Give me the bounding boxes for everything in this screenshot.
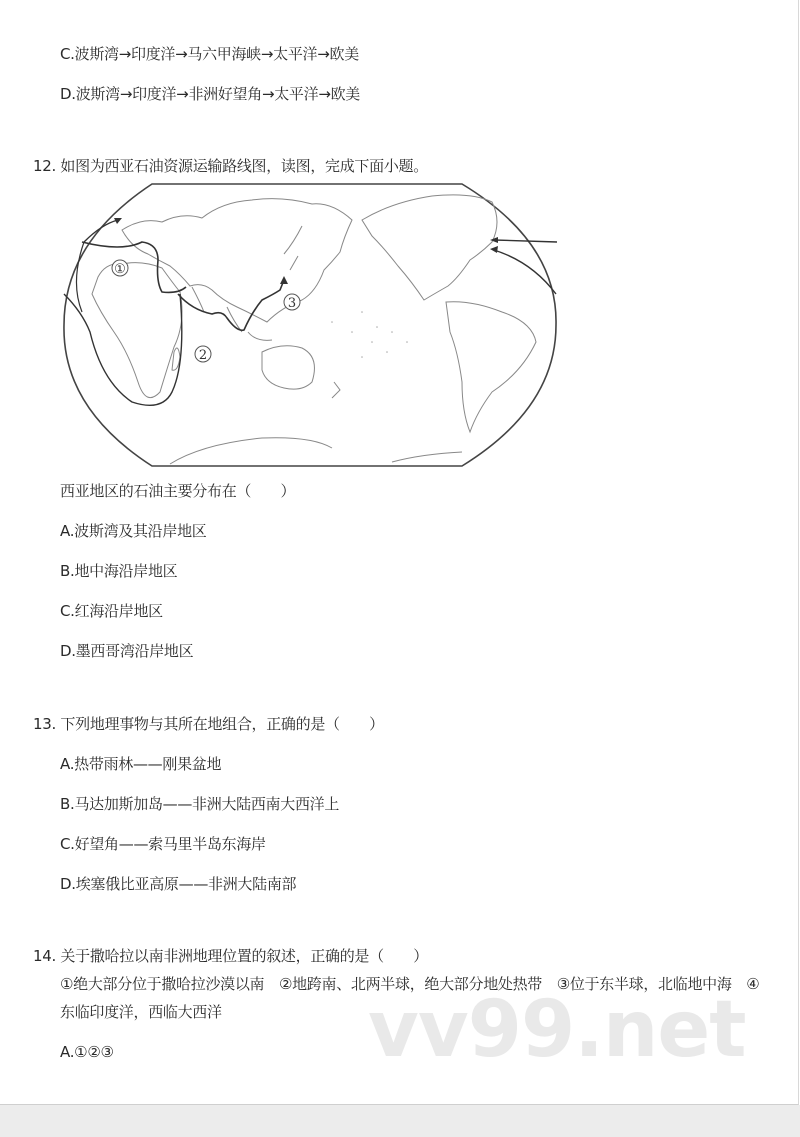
route-label-2: 2 <box>198 348 208 363</box>
q13-option-a[interactable]: A.热带雨林——刚果盆地 <box>60 755 222 773</box>
q12-option-b[interactable]: B.地中海沿岸地区 <box>60 562 178 580</box>
q12-option-a[interactable]: A.波斯湾及其沿岸地区 <box>60 522 207 540</box>
q12-sub-question: 西亚地区的石油主要分布在（ ） <box>60 482 296 500</box>
q11-option-c[interactable]: C.波斯湾→印度洋→马六甲海峡→太平洋→欧美 <box>60 45 359 63</box>
q12-stem: 12. 如图为西亚石油资源运输路线图，读图，完成下面小题。 <box>33 157 428 175</box>
q14-statements: ①绝大部分位于撒哈拉沙漠以南 ②地跨南、北两半球，绝大部分地处热带 ③位于东半球，北临地中海 ④东临印度洋，西临大西洋 <box>60 975 760 1021</box>
q12-option-c[interactable]: C.红海沿岸地区 <box>60 602 163 620</box>
q13-stem: 13. 下列地理事物与其所在地组合，正确的是（ ） <box>33 715 384 733</box>
route-label-1: ① <box>114 262 126 277</box>
q11-option-d[interactable]: D.波斯湾→印度洋→非洲好望角→太平洋→欧美 <box>60 85 360 103</box>
q13-option-d[interactable]: D.埃塞俄比亚高原——非洲大陆南部 <box>60 875 297 893</box>
route-label-3: 3 <box>287 296 297 311</box>
q13-option-b[interactable]: B.马达加斯加岛——非洲大陆西南大西洋上 <box>60 795 340 813</box>
q12-option-d[interactable]: D.墨西哥湾沿岸地区 <box>60 642 194 660</box>
q13-option-c[interactable]: C.好望角——索马里半岛东海岸 <box>60 835 266 853</box>
page-bottom-strip <box>0 1105 800 1137</box>
oil-route-world-map <box>62 182 558 468</box>
q14-stem: 14. 关于撒哈拉以南非洲地理位置的叙述，正确的是（ ） <box>33 947 428 965</box>
watermark: vv99.net <box>368 985 746 1075</box>
q14-option-a[interactable]: A.①②③ <box>60 1043 114 1061</box>
